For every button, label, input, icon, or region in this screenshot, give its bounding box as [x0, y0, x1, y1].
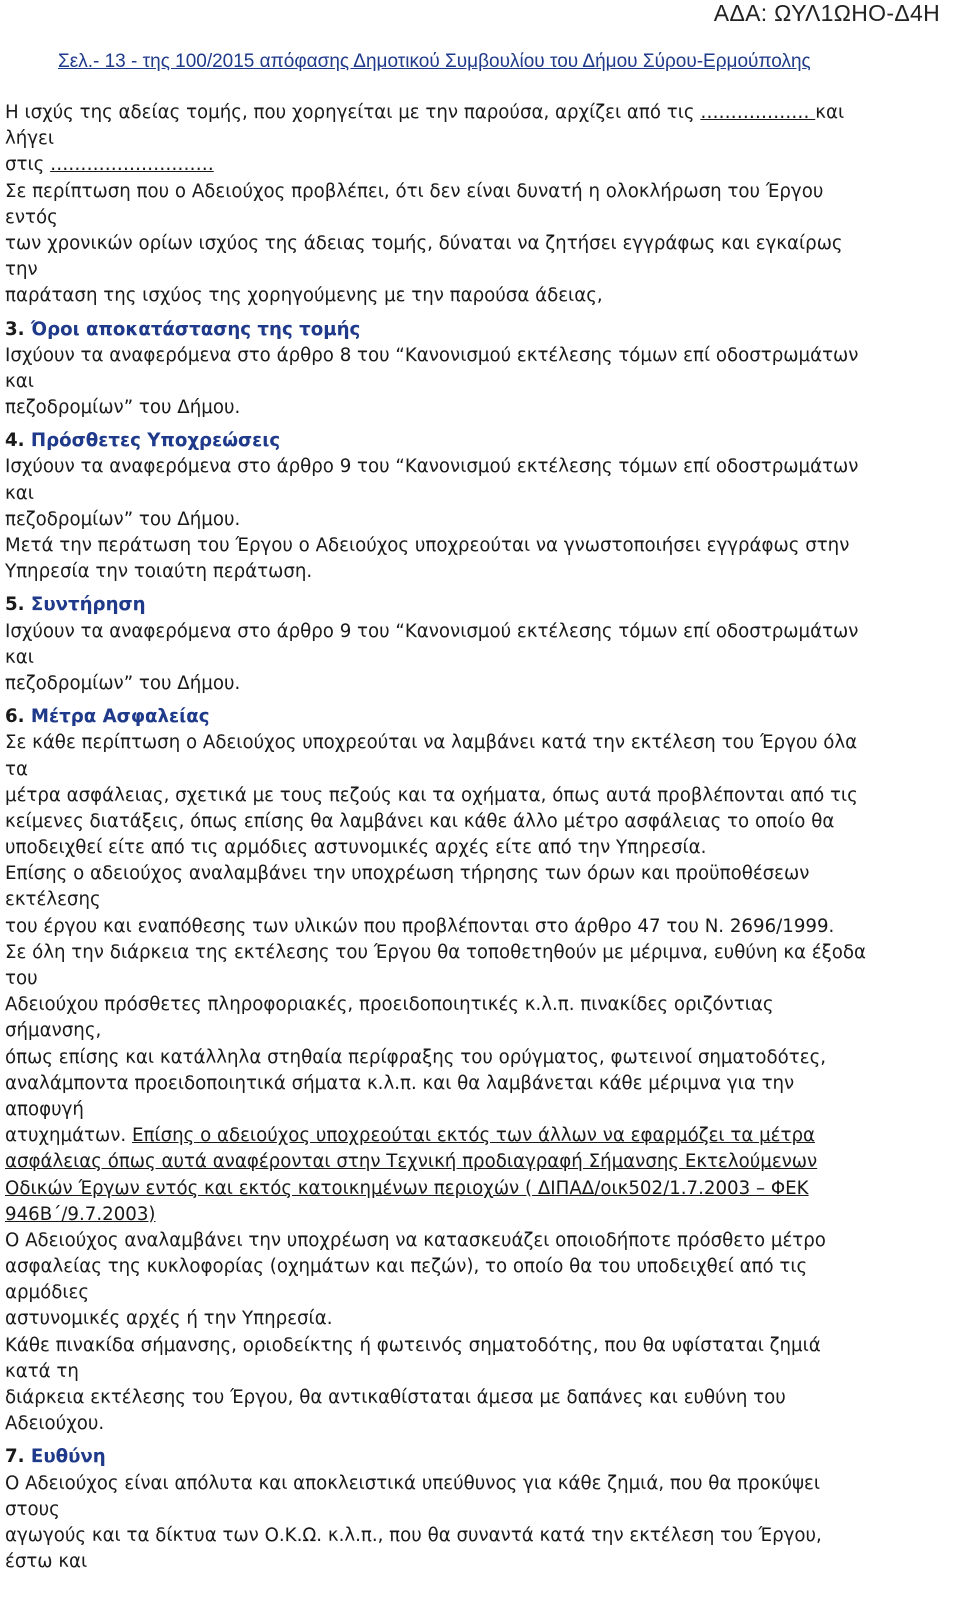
blank-field: ………………	[700, 102, 816, 123]
text-line: διάρκεια εκτέλεσης του Έργου, θα αντικαθίσταται άμεσα με δαπάνες και ευθύνη του	[5, 1387, 786, 1408]
section-heading-6: 6. Μέτρα Ασφαλείας	[5, 706, 210, 728]
text-line: κατά τη	[5, 1360, 79, 1382]
text-line: Μετά την περάτωση του Έργου ο Αδειούχος υποχρεούται να γνωστοποιήσει εγγράφως στην	[5, 535, 850, 556]
text-line: Σε όλη την διάρκεια της εκτέλεσης του Έργου θα τοποθετηθούν με μέριμνα, ευθύνη κα έξοδα	[5, 941, 867, 963]
text-line: και	[5, 370, 34, 392]
text-line: πεζοδρομίων” του Δήμου.	[5, 508, 241, 530]
text-line: Σε περίπτωση που ο Αδειούχος προβλέπει, ότι δεν είναι δυνατή η ολοκλήρωση του Έργου	[5, 180, 824, 202]
ada-code: ΑΔΑ: ΩΥΛ1ΩΗΟ-Δ4Η	[713, 0, 940, 26]
text-line: εντός	[5, 206, 58, 228]
text-line: αρμόδιες	[5, 1282, 90, 1304]
underlined-line: ασφάλειας όπως αυτά αναφέρονται στην Τεχνική προδιαγραφή Σήμανσης Εκτελούμενων	[5, 1151, 818, 1173]
text-line: και	[5, 482, 34, 504]
text-line: Ο Αδειούχος είναι απόλυτα και αποκλειστικά υπεύθυνος για κάθε ζημιά, που θα προκύψει	[5, 1472, 821, 1494]
section-heading-5: 5. Συντήρηση	[5, 594, 146, 616]
text-line: τα	[5, 758, 28, 780]
text-line: κείμενες διατάξεις, όπως επίσης θα λαμβάνει και κάθε άλλο μέτρο ασφάλειας το οποίο θα	[5, 810, 835, 832]
text-line: όπως επίσης και κατάλληλα στηθαία περίφραξης του ορύγματος, φωτεινοί σηματοδότες,	[5, 1046, 827, 1068]
text-line: μέτρα ασφάλειας, σχετικά με τους πεζούς και τα οχήματα, όπως αυτά προβλέπονται από τις	[5, 784, 858, 806]
text-line: Υπηρεσία την τοιαύτη περάτωση.	[5, 561, 313, 583]
text-line: στους	[5, 1498, 60, 1520]
text-line: στις ………………………	[5, 154, 214, 176]
text-line: αστυνομικές αρχές ή την Υπηρεσία.	[5, 1308, 333, 1330]
text-line: πεζοδρομίων” του Δήμου.	[5, 397, 241, 419]
text-line: Ο Αδειούχος αναλαμβάνει την υποχρέωση να κατασκευάζει οποιοδήποτε πρόσθετο μέτρο	[5, 1229, 826, 1251]
text-line: Κάθε πινακίδα σήμανσης, οριοδείκτης ή φωτεινός σηματοδότης, που θα υφίσταται ζημιά	[5, 1334, 821, 1356]
text-line: εκτέλεσης	[5, 889, 101, 911]
blank-field: ………………………	[50, 154, 214, 176]
underlined-text: Επίσης ο αδειούχος υποχρεούται εκτός των άλλων να εφαρμόζει τα μέτρα	[131, 1125, 815, 1147]
section-heading-3: 3. Όροι αποκατάστασης της τομής	[5, 318, 361, 340]
text-line: σήμανσης,	[5, 1020, 102, 1042]
text-line: Ισχύουν τα αναφερόμενα στο άρθρο 8 του “Κανονισμού εκτέλεσης τόμων επί οδοστρωμάτων	[5, 344, 859, 366]
section-heading-7: 7. Ευθύνη	[5, 1446, 106, 1468]
text-line: πεζοδρομίων” του Δήμου.	[5, 672, 241, 694]
text-line: Επίσης ο αδειούχος αναλαμβάνει την υποχρέωση τήρησης των όρων και προϋποθέσεων	[5, 863, 810, 885]
underlined-line: Οδικών Έργων εντός και εκτός κατοικημένων περιοχών ( ΔΙΠΑΔ/οικ502/1.7.2003 – ΦΕΚ	[5, 1177, 809, 1199]
text-line: αναλάμποντα προειδοποιητικά σήματα κ.λ.π. και θα λαμβάνεται κάθε μέριμνα για την	[5, 1072, 795, 1094]
text-line: υποδειχθεί είτε από τις αρμόδιες αστυνομικές αρχές είτε από την Υπηρεσία.	[5, 837, 707, 859]
text-line: λήγει	[5, 128, 55, 150]
text-line: και	[5, 646, 34, 668]
text-line: την	[5, 259, 38, 281]
text-line: ατυχημάτων. Επίσης ο αδειούχος υποχρεούται εκτός των άλλων να εφαρμόζει τα μέτρα	[5, 1125, 815, 1147]
text-line: Αδειούχου.	[5, 1413, 105, 1435]
page-header-link[interactable]: Σελ.- 13 - της 100/2015 απόφασης Δημοτικού Συμβουλίου του Δήμου Σύρου-Ερμούπολης	[58, 51, 811, 72]
text-line: Ισχύουν τα αναφερόμενα στο άρθρο 9 του “Κανονισμού εκτέλεσης τόμων επί οδοστρωμάτων	[5, 456, 859, 478]
section-heading-4: 4. Πρόσθετες Υποχρεώσεις	[5, 430, 281, 452]
text-line: Η ισχύς της αδείας τομής, που χορηγείται με την παρούσα, αρχίζει από τις ……………… και	[5, 102, 845, 123]
text-line: του έργου και εναπόθεσης των υλικών που προβλέπονται στο άρθρο 47 του Ν. 2696/1999.	[5, 915, 835, 937]
text-line: παράταση της ισχύος της χορηγούμενης με την παρούσα άδειας,	[5, 285, 603, 307]
text-line: του	[5, 968, 38, 989]
text-line: Σε κάθε περίπτωση ο Αδειούχος υποχρεούται να λαμβάνει κατά την εκτέλεση του Έργου όλα	[5, 732, 858, 754]
text-line: ασφαλείας της κυκλοφορίας (οχημάτων και πεζών), το οποίο θα του υποδειχθεί από τις	[5, 1256, 808, 1278]
text-line: των χρονικών ορίων ισχύος της άδειας τομής, δύναται να ζητήσει εγγράφως και εγκαίρως	[5, 232, 843, 254]
text-line: Ισχύουν τα αναφερόμενα στο άρθρο 9 του “Κανονισμού εκτέλεσης τόμων επί οδοστρωμάτων	[5, 620, 859, 642]
document-body	[5, 100, 950, 1575]
text-line: αποφυγή	[5, 1098, 84, 1120]
text-line: έστω και	[5, 1551, 88, 1573]
text-line: αγωγούς και τα δίκτυα των Ο.Κ.Ω. κ.λ.π., που θα συναντά κατά την εκτέλεση του Έργου,	[5, 1524, 822, 1546]
text-line: Αδειούχου πρόσθετες πληροφοριακές, προειδοποιητικές κ.λ.π. πινακίδες οριζόντιας	[5, 994, 774, 1016]
underlined-line: 946Β΄/9.7.2003)	[5, 1203, 156, 1225]
